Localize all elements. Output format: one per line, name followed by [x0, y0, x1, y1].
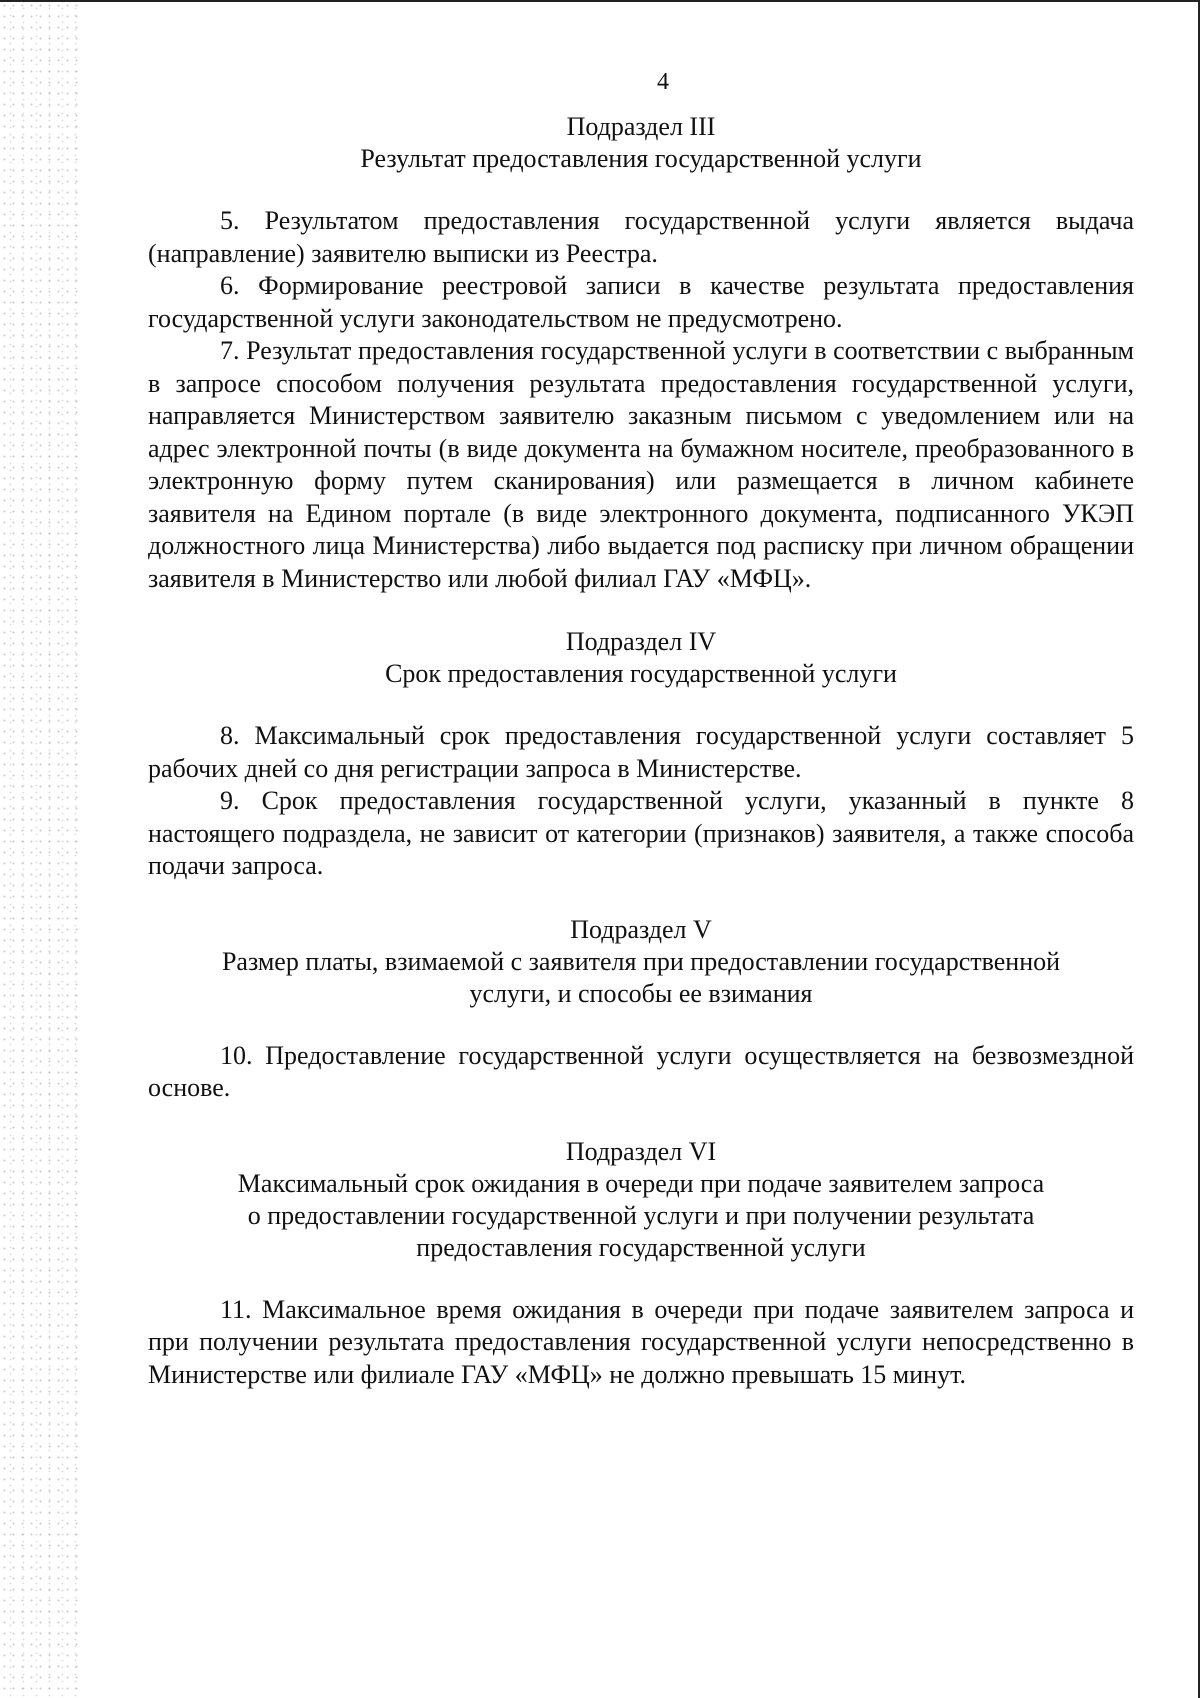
subsection-heading-line-2: о предоставлении государственной услуги и при получении результата	[247, 1200, 1035, 1230]
subsection-title: Подраздел IV	[565, 627, 717, 656]
scan-margin-noise	[0, 0, 80, 1698]
document-body	[148, 66, 1134, 1391]
page-number: 4	[657, 69, 669, 95]
paragraph-10: 10. Предоставление государственной услуги осуществляется на безвозмездной основе.	[148, 1040, 1134, 1102]
subsection-title: Подраздел VI	[565, 1136, 717, 1166]
subsection-title: Подраздел V	[570, 914, 712, 944]
paragraph-11: 11. Максимальное время ожидания в очереди при подаче заявителем запроса и при получении результата предоставления государственной услуги непосредственно в Министерстве или филиале ГАУ «МФЦ» не должно превышать 15 минут.	[148, 1294, 1134, 1389]
paragraph-5: 5. Результатом предоставления государственной услуги является выдача (направление) заявителю выписки из Реестра.	[148, 206, 1134, 268]
paragraph-6: 6. Формирование реестровой записи в качестве результата предоставления государственной услуги законодательством не предусмотрено.	[148, 271, 1134, 333]
subsection-6	[148, 1135, 1134, 1392]
subsection-heading-line-2: услуги, и способы ее взимания	[469, 978, 813, 1008]
page-border-top	[0, 0, 1200, 2]
paragraph-9: 9. Срок предоставления государственной услуги, указанный в пункте 8 настоящего подраздела, не зависит от категории (признаков) заявителя, а также способа подачи запроса.	[148, 786, 1134, 880]
subsection-heading: Результат предоставления государственной услуги	[360, 144, 922, 173]
subsection-3	[148, 110, 1134, 595]
paragraph-7: 7. Результат предоставления государственной услуги в соответствии с выбранным в запросе способом получения результата предоставления государственной услуги, направляется Министерством заявителю заказным письмом с уведомлением или на адрес электронной почты (в виде документа на бумажном носителе, преобразованного в электронную форму путем сканирования) или размещается в личном кабинете заявителя на Едином портале (в виде электронного документа, подписанного УКЭП должностного лица Министерства) либо выдается под расписку при личном обращении заявителя в Министерство или любой филиал ГАУ «МФЦ».	[148, 336, 1134, 593]
subsection-heading-line-3: предоставления государственной услуги	[416, 1232, 866, 1262]
subsection-5	[148, 913, 1134, 1105]
paragraph-8: 8. Максимальный срок предоставления государственной услуги составляет 5 рабочих дней со дня регистрации запроса в Министерстве.	[148, 721, 1134, 783]
subsection-heading-line-1: Размер платы, взимаемой с заявителя при предоставлении государственной	[221, 946, 1061, 976]
subsection-heading: Срок предоставления государственной услуги	[385, 659, 897, 688]
subsection-4	[148, 625, 1134, 883]
subsection-title: Подраздел III	[566, 112, 716, 141]
subsection-heading-line-1: Максимальный срок ожидания в очереди при подаче заявителем запроса	[237, 1168, 1045, 1198]
